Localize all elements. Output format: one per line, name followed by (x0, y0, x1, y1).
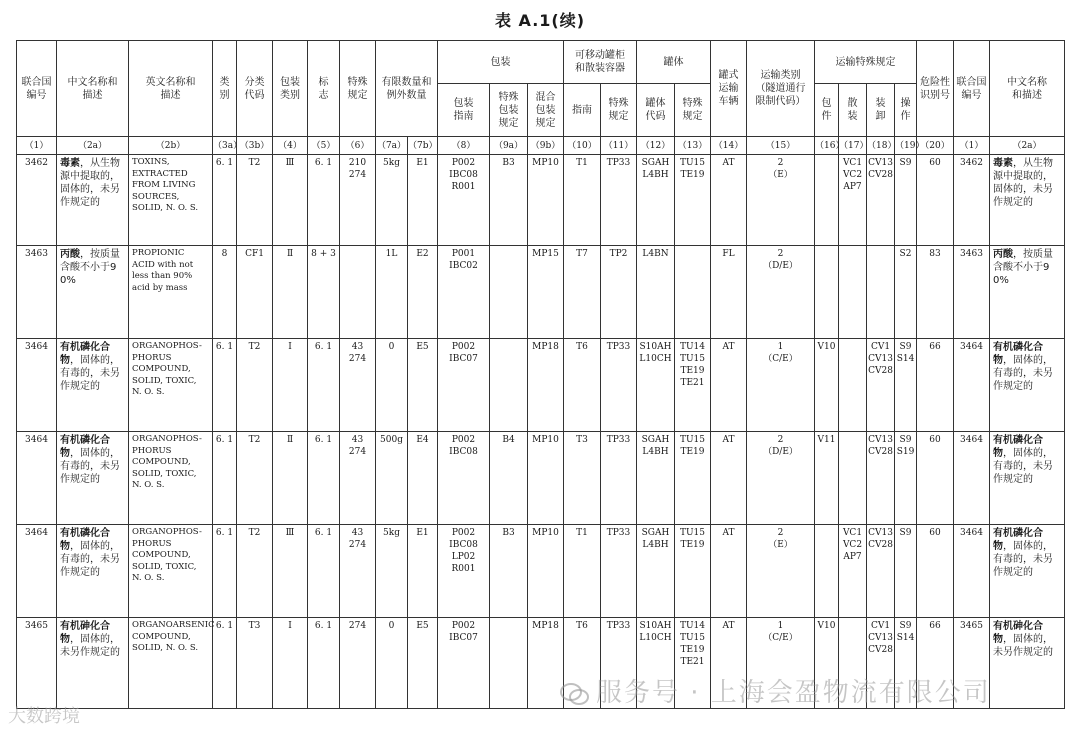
class-code: T2 (237, 432, 273, 525)
header-name-cn: 中文名称和 描述 (57, 41, 129, 137)
column-number: （14） (711, 137, 747, 155)
mixed-packing: MP15 (528, 246, 564, 339)
column-number: （9a） (490, 137, 528, 155)
header-pt-special: 特殊 规定 (601, 84, 637, 137)
class: 6. 1 (213, 155, 237, 246)
table-row (17, 339, 1065, 432)
header-tank-vehicle: 罐式 运输 车辆 (711, 41, 747, 137)
un-number-repeat: 3462 (954, 155, 990, 246)
column-number: （2b） (129, 137, 213, 155)
st-package: V11 (815, 432, 839, 525)
tank-vehicle: AT (711, 618, 747, 709)
header-portable-tank: 可移动罐柜 和散装容器 (564, 41, 637, 84)
name-cn-rest: ，固体的，有毒的，未另作规定的 (60, 355, 120, 392)
watermark (560, 672, 991, 709)
un-number: 3462 (17, 155, 57, 246)
tank-code: SGAH L4BH (637, 155, 675, 246)
name-en: TOXINS, EXTRACTED FROM LIVING SOURCES, SOLID, N. O. S. (129, 155, 213, 246)
st-package: V10 (815, 618, 839, 709)
name-cn-bold: 有机砷化合物 (993, 621, 1043, 645)
st-package (815, 525, 839, 618)
column-number: （11） (601, 137, 637, 155)
name-cn-repeat (990, 155, 1065, 246)
column-number: （3b） (237, 137, 273, 155)
header-un-no-repeat: 联合国 编号 (954, 41, 990, 137)
header-packaging: 包装 (438, 41, 564, 84)
name-cn-repeat (990, 339, 1065, 432)
excepted-qty: E1 (408, 155, 438, 246)
column-number: （2a） (990, 137, 1065, 155)
label: 6. 1 (308, 432, 340, 525)
header-packing-instruction: 包装 指南 (438, 84, 490, 137)
st-package (815, 155, 839, 246)
st-package: V10 (815, 339, 839, 432)
name-cn-bold: 丙酸 (60, 249, 80, 260)
st-bulk: VC1 VC2 AP7 (839, 155, 867, 246)
hazard-id: 66 (917, 618, 954, 709)
excepted-qty: E2 (408, 246, 438, 339)
pt-special: TP33 (601, 432, 637, 525)
name-cn-rest: ，固体的，有毒的，未另作规定的 (60, 448, 120, 485)
mixed-packing: MP18 (528, 618, 564, 709)
tank-code: SGAH L4BH (637, 432, 675, 525)
header-class: 类 别 (213, 41, 237, 137)
st-loading: CV1 CV13 CV28 (867, 339, 895, 432)
column-number: （16） (815, 137, 839, 155)
name-cn (57, 339, 129, 432)
name-cn-bold: 丙酸 (993, 249, 1013, 260)
limited-qty: 0 (376, 339, 408, 432)
column-number: （19） (895, 137, 917, 155)
un-number: 3464 (17, 339, 57, 432)
name-en: ORGANOARSENIC COMPOUND, SOLID, N. O. S. (129, 618, 213, 709)
column-number: （10） (564, 137, 601, 155)
limited-qty: 1L (376, 246, 408, 339)
header-packing-group: 包装 类别 (273, 41, 308, 137)
header-st-bulk: 散 装 (839, 84, 867, 137)
name-cn-rest: ，固体的，有毒的，未另作规定的 (60, 541, 120, 578)
name-cn (57, 246, 129, 339)
watermark-left: 大数跨境 (8, 706, 80, 727)
class: 6. 1 (213, 432, 237, 525)
header-tank-code: 罐体 代码 (637, 84, 675, 137)
class-code: T2 (237, 525, 273, 618)
name-cn (57, 618, 129, 709)
packing-instruction: P002 IBC07 (438, 618, 490, 709)
special-provision: 274 (340, 618, 376, 709)
transport-category: 2 （D/E） (747, 246, 815, 339)
special-provision: 210 274 (340, 155, 376, 246)
name-cn-rest: ，固体的，有毒的，未另作规定的 (993, 355, 1053, 392)
packing-instruction: P002 IBC08 R001 (438, 155, 490, 246)
column-number: （12） (637, 137, 675, 155)
column-number-row (17, 137, 1065, 155)
column-number: （13） (675, 137, 711, 155)
name-cn-rest: ，固体的，有毒的，未另作规定的 (993, 541, 1053, 578)
st-loading: CV13 CV28 (867, 432, 895, 525)
header-st-operation: 操 作 (895, 84, 917, 137)
label: 6. 1 (308, 525, 340, 618)
header-special-packing: 特殊 包装 规定 (490, 84, 528, 137)
pt-instruction: T7 (564, 246, 601, 339)
st-bulk: VC1 VC2 AP7 (839, 525, 867, 618)
tank-special (675, 246, 711, 339)
special-provision: 43 274 (340, 525, 376, 618)
special-provision: 43 274 (340, 432, 376, 525)
hazard-id: 60 (917, 525, 954, 618)
special-packing: B4 (490, 432, 528, 525)
column-number: （15） (747, 137, 815, 155)
transport-category: 2 （D/E） (747, 432, 815, 525)
header-pt-instruction: 指南 (564, 84, 601, 137)
tank-vehicle: FL (711, 246, 747, 339)
class: 8 (213, 246, 237, 339)
header-transport-category: 运输类别 （隧道通行 限制代码） (747, 41, 815, 137)
packing-group: Ⅰ (273, 339, 308, 432)
pt-special: TP2 (601, 246, 637, 339)
header-special-transport: 运输特殊规定 (815, 41, 917, 84)
mixed-packing: MP10 (528, 155, 564, 246)
tank-special: TU14 TU15 TE19 TE21 (675, 618, 711, 709)
class: 6. 1 (213, 339, 237, 432)
tank-vehicle: AT (711, 525, 747, 618)
name-cn-bold: 有机磷化合物 (993, 342, 1043, 366)
name-cn-rest: ，固体的，未另作规定的 (993, 634, 1053, 658)
name-cn-repeat (990, 432, 1065, 525)
pt-instruction: T1 (564, 155, 601, 246)
st-operation: S9 S14 (895, 339, 917, 432)
tank-special: TU15 TE19 (675, 432, 711, 525)
mixed-packing: MP18 (528, 339, 564, 432)
class-code: T3 (237, 618, 273, 709)
label: 6. 1 (308, 155, 340, 246)
name-cn-bold: 有机磷化合物 (60, 342, 110, 366)
dangerous-goods-table (16, 40, 1065, 709)
header-tank-special: 特殊 规定 (675, 84, 711, 137)
column-number: （7b） (408, 137, 438, 155)
packing-group: Ⅲ (273, 525, 308, 618)
special-packing: B3 (490, 155, 528, 246)
hazard-id: 66 (917, 339, 954, 432)
st-bulk (839, 339, 867, 432)
st-operation: S2 (895, 246, 917, 339)
limited-qty: 500g (376, 432, 408, 525)
name-en: ORGANOPHOS- PHORUS COMPOUND, SOLID, TOXIC, N. O. S. (129, 432, 213, 525)
name-cn-rest: ，从生物源中提取的，固体的，未另作规定的 (993, 158, 1053, 208)
column-number: （6） (340, 137, 376, 155)
excepted-qty: E4 (408, 432, 438, 525)
un-number-repeat: 3463 (954, 246, 990, 339)
special-packing: B3 (490, 525, 528, 618)
st-bulk (839, 246, 867, 339)
column-number: （8） (438, 137, 490, 155)
mixed-packing: MP10 (528, 525, 564, 618)
class: 6. 1 (213, 525, 237, 618)
pt-instruction: T6 (564, 339, 601, 432)
limited-qty: 5kg (376, 155, 408, 246)
header-hazard-id: 危险性 识别号 (917, 41, 954, 137)
page-title: 表 A.1(续) (494, 11, 586, 30)
column-number: （1） (17, 137, 57, 155)
name-cn-rest: ，按质量含酸不小于90% (993, 249, 1053, 286)
column-number: （9b） (528, 137, 564, 155)
class-code: T2 (237, 339, 273, 432)
packing-instruction: P001 IBC02 (438, 246, 490, 339)
packing-group: Ⅱ (273, 246, 308, 339)
transport-category: 1 （C/E） (747, 618, 815, 709)
column-number: （18） (867, 137, 895, 155)
header-class-code: 分类 代码 (237, 41, 273, 137)
pt-instruction: T6 (564, 618, 601, 709)
name-cn-bold: 有机磷化合物 (60, 528, 110, 552)
hazard-id: 83 (917, 246, 954, 339)
wechat-icon (560, 682, 590, 706)
un-number-repeat: 3464 (954, 525, 990, 618)
name-cn-bold: 有机磷化合物 (60, 435, 110, 459)
name-cn-bold: 有机磷化合物 (993, 435, 1043, 459)
class-code: T2 (237, 155, 273, 246)
table-row (17, 432, 1065, 525)
packing-group: Ⅲ (273, 155, 308, 246)
watermark-text: 服务号 · 上海会盈物流有限公司 (596, 678, 991, 708)
tank-code: S10AH L10CH (637, 618, 675, 709)
class-code: CF1 (237, 246, 273, 339)
pt-instruction: T3 (564, 432, 601, 525)
special-packing (490, 618, 528, 709)
packing-group: Ⅱ (273, 432, 308, 525)
name-cn-bold: 有机磷化合物 (993, 528, 1043, 552)
packing-group: Ⅰ (273, 618, 308, 709)
header-tank: 罐体 (637, 41, 711, 84)
hazard-id: 60 (917, 432, 954, 525)
name-cn-bold: 毒素 (60, 158, 80, 169)
header-labels: 标 志 (308, 41, 340, 137)
table-row (17, 246, 1065, 339)
un-number: 3464 (17, 432, 57, 525)
transport-category: 2 （E） (747, 155, 815, 246)
mixed-packing: MP10 (528, 432, 564, 525)
tank-special: TU15 TE19 (675, 525, 711, 618)
limited-qty: 5kg (376, 525, 408, 618)
special-provision: 43 274 (340, 339, 376, 432)
column-number: （2a） (57, 137, 129, 155)
name-cn-bold: 毒素 (993, 158, 1013, 169)
column-number: （20） (917, 137, 954, 155)
tank-code: S10AH L10CH (637, 339, 675, 432)
special-provision (340, 246, 376, 339)
st-operation: S9 (895, 525, 917, 618)
table-row (17, 155, 1065, 246)
pt-special: TP33 (601, 618, 637, 709)
packing-instruction: P002 IBC08 LP02 R001 (438, 525, 490, 618)
tank-code: L4BN (637, 246, 675, 339)
name-en: ORGANOPHOS- PHORUS COMPOUND, SOLID, TOXIC, N. O. S. (129, 339, 213, 432)
un-number-repeat: 3464 (954, 432, 990, 525)
pt-special: TP33 (601, 155, 637, 246)
excepted-qty: E1 (408, 525, 438, 618)
st-loading: CV13 CV28 (867, 155, 895, 246)
packing-instruction: P002 IBC08 (438, 432, 490, 525)
column-number: （5） (308, 137, 340, 155)
name-cn (57, 432, 129, 525)
excepted-qty: E5 (408, 618, 438, 709)
st-operation: S9 (895, 155, 917, 246)
tank-special: TU15 TE19 (675, 155, 711, 246)
header-un-no: 联合国 编号 (17, 41, 57, 137)
st-loading: CV13 CV28 (867, 525, 895, 618)
class: 6. 1 (213, 618, 237, 709)
tank-vehicle: AT (711, 339, 747, 432)
tank-vehicle: AT (711, 155, 747, 246)
name-cn-rest: ，从生物源中提取的，固体的，未另作规定的 (60, 158, 120, 208)
un-number-repeat: 3465 (954, 618, 990, 709)
un-number-repeat: 3464 (954, 339, 990, 432)
un-number: 3463 (17, 246, 57, 339)
label: 6. 1 (308, 618, 340, 709)
name-cn-repeat (990, 525, 1065, 618)
column-number: （7a） (376, 137, 408, 155)
st-loading (867, 246, 895, 339)
header-st-loading: 装 卸 (867, 84, 895, 137)
table-row (17, 525, 1065, 618)
pt-instruction: T1 (564, 525, 601, 618)
column-number: （3a） (213, 137, 237, 155)
header-name-cn-repeat: 中文名称 和描述 (990, 41, 1065, 137)
tank-code: SGAH L4BH (637, 525, 675, 618)
pt-special: TP33 (601, 525, 637, 618)
excepted-qty: E5 (408, 339, 438, 432)
header-mixed-packing: 混合 包装 规定 (528, 84, 564, 137)
header-st-package: 包 件 (815, 84, 839, 137)
pt-special: TP33 (601, 339, 637, 432)
name-cn (57, 525, 129, 618)
name-en: ORGANOPHOS- PHORUS COMPOUND, SOLID, TOXIC, N. O. S. (129, 525, 213, 618)
special-packing (490, 339, 528, 432)
name-cn-rest: ，固体的，未另作规定的 (60, 634, 120, 658)
st-package (815, 246, 839, 339)
name-cn (57, 155, 129, 246)
label: 6. 1 (308, 339, 340, 432)
un-number: 3465 (17, 618, 57, 709)
name-cn-repeat (990, 246, 1065, 339)
header-name-en: 英文名称和 描述 (129, 41, 213, 137)
column-number: （4） (273, 137, 308, 155)
name-cn-repeat (990, 618, 1065, 709)
column-number: （17） (839, 137, 867, 155)
header-special-provisions: 特殊 规定 (340, 41, 376, 137)
name-cn-bold: 有机砷化合物 (60, 621, 110, 645)
name-cn-rest: ，按质量含酸不小于90% (60, 249, 120, 286)
header-limited-quantity: 有限数量和 例外数量 (376, 41, 438, 137)
st-bulk (839, 432, 867, 525)
st-loading: CV1 CV13 CV28 (867, 618, 895, 709)
tank-vehicle: AT (711, 432, 747, 525)
label: 8 + 3 (308, 246, 340, 339)
special-packing (490, 246, 528, 339)
hazard-id: 60 (917, 155, 954, 246)
tank-special: TU14 TU15 TE19 TE21 (675, 339, 711, 432)
column-number: （1） (954, 137, 990, 155)
st-operation: S9 S14 (895, 618, 917, 709)
un-number: 3464 (17, 525, 57, 618)
packing-instruction: P002 IBC07 (438, 339, 490, 432)
st-operation: S9 S19 (895, 432, 917, 525)
transport-category: 2 （E） (747, 525, 815, 618)
name-cn-rest: ，固体的，有毒的，未另作规定的 (993, 448, 1053, 485)
limited-qty: 0 (376, 618, 408, 709)
name-en: PROPIONIC ACID with not less than 90% acid by mass (129, 246, 213, 339)
transport-category: 1 （C/E） (747, 339, 815, 432)
